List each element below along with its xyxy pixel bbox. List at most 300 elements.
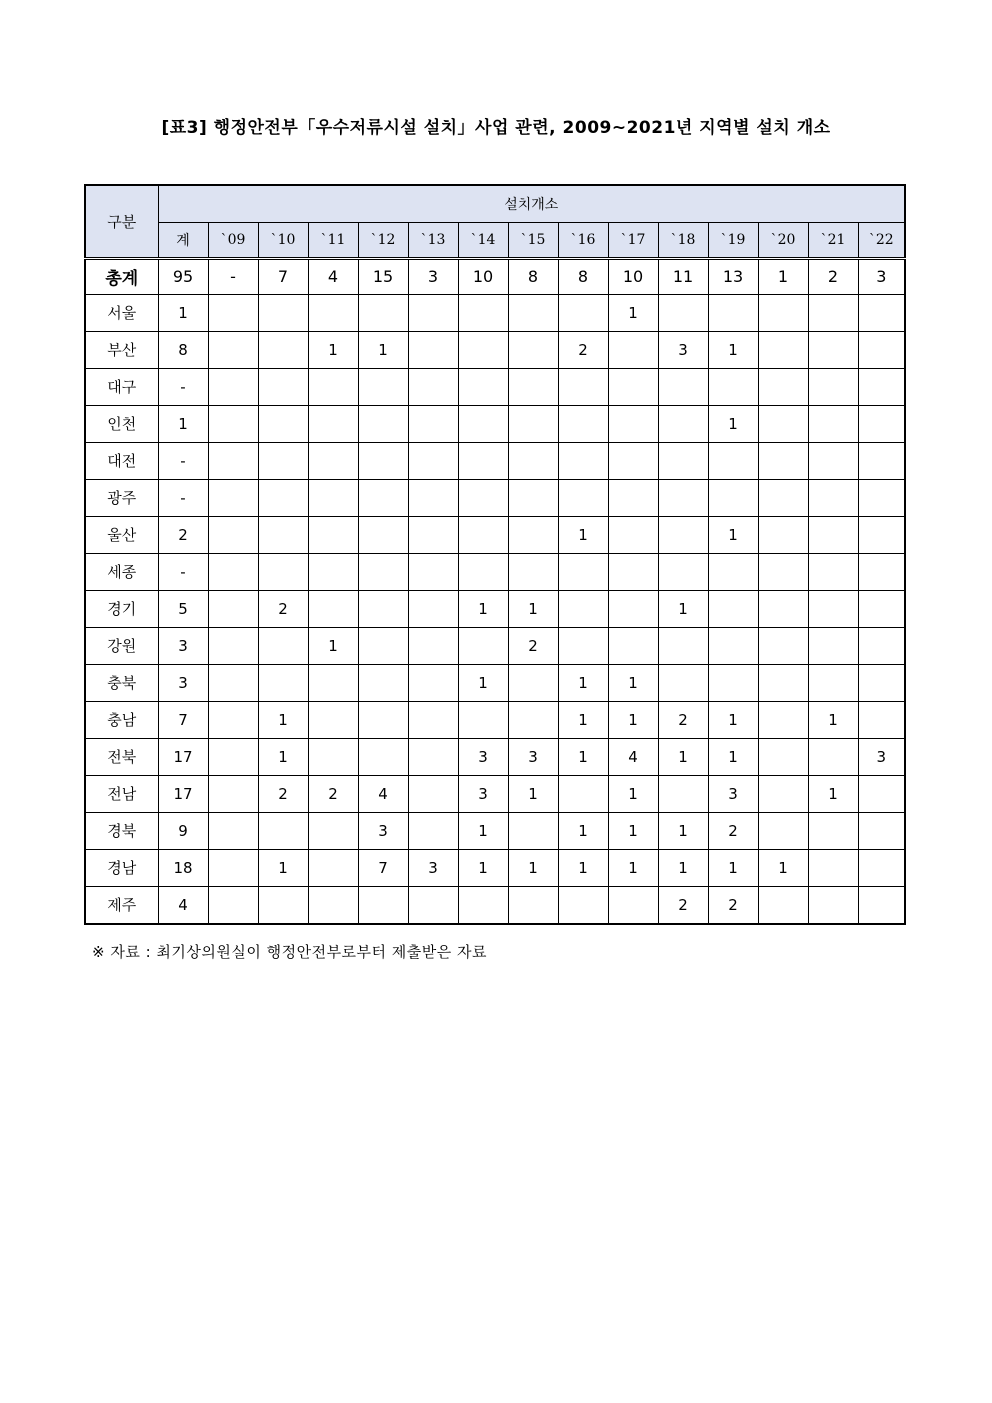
table-cell: 7 xyxy=(358,849,408,886)
table-cell: 3 xyxy=(408,258,458,294)
table-cell xyxy=(858,516,905,553)
header-category: 구분 xyxy=(85,185,158,258)
table-cell xyxy=(308,405,358,442)
table-cell xyxy=(208,886,258,924)
table-cell xyxy=(808,738,858,775)
table-cell xyxy=(658,442,708,479)
table-cell xyxy=(508,812,558,849)
table-cell xyxy=(408,886,458,924)
table-row xyxy=(85,627,905,664)
table-cell: 1 xyxy=(158,294,208,331)
source-note: ※ 자료 : 최기상의원실이 행정안전부로부터 제출받은 자료 xyxy=(92,943,488,961)
table-cell: 1 xyxy=(458,664,508,701)
table-cell xyxy=(308,553,358,590)
table-cell xyxy=(508,516,558,553)
table-cell: 1 xyxy=(708,516,758,553)
table-cell: 1 xyxy=(708,849,758,886)
table-cell xyxy=(208,812,258,849)
table-cell: 1 xyxy=(258,738,308,775)
table-cell xyxy=(808,516,858,553)
table-cell: 1 xyxy=(508,590,558,627)
table-cell xyxy=(208,664,258,701)
table-cell: 1 xyxy=(658,849,708,886)
row-label: 강원 xyxy=(85,627,158,664)
table-cell: 1 xyxy=(358,331,408,368)
table-cell xyxy=(858,701,905,738)
table-cell xyxy=(758,886,808,924)
table-cell xyxy=(408,664,458,701)
table-cell xyxy=(658,664,708,701)
table-cell xyxy=(708,664,758,701)
table-cell xyxy=(558,590,608,627)
header-year: `19 xyxy=(708,222,758,258)
row-label: 대전 xyxy=(85,442,158,479)
table-cell: 1 xyxy=(608,294,658,331)
table-cell xyxy=(808,590,858,627)
table-cell xyxy=(658,775,708,812)
table-cell: 3 xyxy=(458,775,508,812)
table-cell xyxy=(408,701,458,738)
header-year: `20 xyxy=(758,222,808,258)
table-row xyxy=(85,331,905,368)
table-cell: 1 xyxy=(708,738,758,775)
table-cell: 3 xyxy=(658,331,708,368)
table-cell xyxy=(608,627,658,664)
table-cell xyxy=(258,442,308,479)
table-cell: 1 xyxy=(608,812,658,849)
row-label: 전북 xyxy=(85,738,158,775)
table-cell xyxy=(808,368,858,405)
table-cell: 15 xyxy=(358,258,408,294)
header-year: `13 xyxy=(408,222,458,258)
table-cell xyxy=(208,701,258,738)
table-cell xyxy=(208,775,258,812)
header-year: `14 xyxy=(458,222,508,258)
table-cell xyxy=(208,738,258,775)
table-cell xyxy=(208,479,258,516)
table-cell xyxy=(608,368,658,405)
table-row xyxy=(85,553,905,590)
table-cell xyxy=(308,664,358,701)
table-cell xyxy=(208,405,258,442)
table-cell xyxy=(758,294,808,331)
row-label: 경남 xyxy=(85,849,158,886)
table-cell xyxy=(708,479,758,516)
table-cell xyxy=(358,701,408,738)
table-row xyxy=(85,479,905,516)
table-cell: 1 xyxy=(608,849,658,886)
table-cell: 2 xyxy=(508,627,558,664)
table-cell xyxy=(258,886,308,924)
table-cell xyxy=(458,442,508,479)
table-cell xyxy=(408,516,458,553)
table-cell xyxy=(858,590,905,627)
table-cell xyxy=(858,812,905,849)
header-year: `11 xyxy=(308,222,358,258)
header-year: `17 xyxy=(608,222,658,258)
table-cell: 3 xyxy=(708,775,758,812)
table-cell xyxy=(458,368,508,405)
table-cell xyxy=(258,553,308,590)
header-year: `10 xyxy=(258,222,308,258)
table-cell xyxy=(758,553,808,590)
table-cell xyxy=(758,442,808,479)
row-label: 서울 xyxy=(85,294,158,331)
table-cell: 1 xyxy=(458,812,508,849)
table-cell xyxy=(308,849,358,886)
table-cell: 3 xyxy=(458,738,508,775)
table-cell: 1 xyxy=(608,701,658,738)
table-cell xyxy=(808,627,858,664)
table-cell: 1 xyxy=(558,849,608,886)
table-cell: 1 xyxy=(558,516,608,553)
table-cell xyxy=(358,664,408,701)
table-cell: 4 xyxy=(608,738,658,775)
table-cell xyxy=(308,442,358,479)
table-cell: 1 xyxy=(458,849,508,886)
table-cell xyxy=(358,590,408,627)
table-cell xyxy=(858,775,905,812)
table-cell xyxy=(408,590,458,627)
row-label: 경북 xyxy=(85,812,158,849)
table-cell: 1 xyxy=(308,331,358,368)
table-cell xyxy=(208,553,258,590)
table-cell xyxy=(408,368,458,405)
table-cell: 3 xyxy=(858,738,905,775)
table-cell xyxy=(358,627,408,664)
table-cell xyxy=(608,516,658,553)
table-cell xyxy=(758,405,808,442)
table-cell: 3 xyxy=(858,258,905,294)
table-cell: 8 xyxy=(558,258,608,294)
table-row xyxy=(85,886,905,924)
table-cell xyxy=(758,479,808,516)
table-cell: 2 xyxy=(308,775,358,812)
table-cell xyxy=(608,479,658,516)
table-cell xyxy=(708,368,758,405)
header-year: `12 xyxy=(358,222,408,258)
table-cell xyxy=(308,590,358,627)
table-cell: 18 xyxy=(158,849,208,886)
table-cell xyxy=(558,368,608,405)
table-cell xyxy=(208,516,258,553)
table-cell xyxy=(858,553,905,590)
table-cell xyxy=(358,516,408,553)
table-cell xyxy=(658,368,708,405)
table-cell xyxy=(458,479,508,516)
row-label: 충북 xyxy=(85,664,158,701)
table-row xyxy=(85,812,905,849)
table-cell xyxy=(258,516,308,553)
table-cell: 1 xyxy=(458,590,508,627)
table-cell xyxy=(558,775,608,812)
table-cell xyxy=(308,738,358,775)
table-cell xyxy=(408,553,458,590)
table-cell xyxy=(858,627,905,664)
table-cell xyxy=(208,294,258,331)
table-cell xyxy=(858,886,905,924)
table-cell xyxy=(208,331,258,368)
header-year: `21 xyxy=(808,222,858,258)
table-cell xyxy=(608,886,658,924)
table-cell xyxy=(508,294,558,331)
table-cell xyxy=(558,553,608,590)
table-cell: 10 xyxy=(608,258,658,294)
table-cell: 1 xyxy=(558,812,608,849)
table-cell xyxy=(308,294,358,331)
table-cell xyxy=(708,627,758,664)
table-cell xyxy=(858,664,905,701)
table-cell xyxy=(658,627,708,664)
table-cell xyxy=(258,294,308,331)
table-row xyxy=(85,442,905,479)
table-cell: 5 xyxy=(158,590,208,627)
table-cell xyxy=(258,405,308,442)
table-row xyxy=(85,405,905,442)
table-cell: 9 xyxy=(158,812,208,849)
table-cell xyxy=(308,812,358,849)
table-cell xyxy=(258,479,308,516)
table-cell xyxy=(608,405,658,442)
table-cell: 4 xyxy=(358,775,408,812)
table-cell xyxy=(408,331,458,368)
table-cell xyxy=(358,553,408,590)
table-cell: 1 xyxy=(658,812,708,849)
table-cell xyxy=(658,553,708,590)
table-cell xyxy=(458,331,508,368)
table-cell: 7 xyxy=(258,258,308,294)
table-cell xyxy=(708,294,758,331)
header-year: `15 xyxy=(508,222,558,258)
table-cell xyxy=(758,590,808,627)
header-year: `22 xyxy=(858,222,905,258)
table-cell: 1 xyxy=(258,849,308,886)
table-cell: 1 xyxy=(308,627,358,664)
table-row xyxy=(85,664,905,701)
table-cell xyxy=(358,479,408,516)
table-cell: 1 xyxy=(658,738,708,775)
table-cell: 1 xyxy=(758,849,808,886)
table-cell xyxy=(458,294,508,331)
table-cell xyxy=(808,405,858,442)
table-cell xyxy=(308,479,358,516)
table-cell xyxy=(508,553,558,590)
table-cell xyxy=(408,812,458,849)
table-cell xyxy=(258,368,308,405)
table-cell: 8 xyxy=(158,331,208,368)
table-row xyxy=(85,738,905,775)
row-label: 충남 xyxy=(85,701,158,738)
table-cell: 3 xyxy=(158,627,208,664)
table-cell: 4 xyxy=(308,258,358,294)
table-cell: 95 xyxy=(158,258,208,294)
table-cell xyxy=(708,590,758,627)
table-cell xyxy=(758,516,808,553)
table-cell xyxy=(558,627,608,664)
table-cell xyxy=(508,442,558,479)
table-cell xyxy=(758,331,808,368)
table-cell xyxy=(808,849,858,886)
table-cell xyxy=(458,553,508,590)
row-label: 대구 xyxy=(85,368,158,405)
table-cell xyxy=(508,664,558,701)
row-label: 인천 xyxy=(85,405,158,442)
table-cell xyxy=(658,405,708,442)
table-cell: 1 xyxy=(558,701,608,738)
table-cell xyxy=(508,331,558,368)
row-label: 광주 xyxy=(85,479,158,516)
row-label: 제주 xyxy=(85,886,158,924)
table-cell: 8 xyxy=(508,258,558,294)
table-cell xyxy=(808,331,858,368)
table-cell: 1 xyxy=(808,775,858,812)
table-cell xyxy=(258,627,308,664)
table-cell xyxy=(658,479,708,516)
table-cell xyxy=(208,368,258,405)
table-cell: 13 xyxy=(708,258,758,294)
table-cell xyxy=(808,479,858,516)
table-cell xyxy=(858,442,905,479)
table-cell xyxy=(308,368,358,405)
table-row xyxy=(85,775,905,812)
header-group: 설치개소 xyxy=(158,185,905,222)
table-cell xyxy=(458,701,508,738)
table-cell: 1 xyxy=(708,405,758,442)
table-cell xyxy=(358,738,408,775)
table-cell: 3 xyxy=(508,738,558,775)
table-cell xyxy=(508,368,558,405)
table-cell: - xyxy=(158,442,208,479)
table-cell xyxy=(408,479,458,516)
table-cell xyxy=(858,368,905,405)
table-cell: 3 xyxy=(358,812,408,849)
table-cell xyxy=(808,812,858,849)
table-cell xyxy=(408,442,458,479)
row-label: 경기 xyxy=(85,590,158,627)
table-cell xyxy=(858,479,905,516)
table-cell xyxy=(458,405,508,442)
table-cell xyxy=(708,442,758,479)
table-cell xyxy=(308,886,358,924)
table-cell: 1 xyxy=(158,405,208,442)
row-label: 부산 xyxy=(85,331,158,368)
table-cell xyxy=(658,294,708,331)
row-label: 울산 xyxy=(85,516,158,553)
table-cell: 1 xyxy=(608,775,658,812)
table-cell: 2 xyxy=(558,331,608,368)
table-cell xyxy=(308,701,358,738)
table-cell xyxy=(758,738,808,775)
table-cell: 3 xyxy=(408,849,458,886)
table-cell xyxy=(558,886,608,924)
table-cell xyxy=(608,331,658,368)
table-cell xyxy=(608,553,658,590)
table-cell xyxy=(558,294,608,331)
table-row xyxy=(85,368,905,405)
table-cell xyxy=(358,886,408,924)
row-label: 총계 xyxy=(85,258,158,294)
table-cell xyxy=(208,590,258,627)
table-cell: 2 xyxy=(258,590,308,627)
table-cell xyxy=(408,294,458,331)
table-cell xyxy=(758,775,808,812)
table-cell xyxy=(808,886,858,924)
header-year: `09 xyxy=(208,222,258,258)
table-cell: 2 xyxy=(708,886,758,924)
table-cell: 3 xyxy=(158,664,208,701)
table-cell xyxy=(758,368,808,405)
header-year: `18 xyxy=(658,222,708,258)
total-row xyxy=(85,258,905,294)
header-row-columns xyxy=(85,222,905,258)
table-cell xyxy=(408,738,458,775)
table-cell xyxy=(508,405,558,442)
table-cell xyxy=(758,664,808,701)
table-cell: 2 xyxy=(658,701,708,738)
table-cell xyxy=(408,405,458,442)
row-label: 전남 xyxy=(85,775,158,812)
table-cell xyxy=(458,627,508,664)
table-cell xyxy=(458,516,508,553)
table-cell xyxy=(758,812,808,849)
table-cell xyxy=(858,331,905,368)
table-row xyxy=(85,590,905,627)
table-cell: 17 xyxy=(158,738,208,775)
table-cell: - xyxy=(158,479,208,516)
table-cell: 1 xyxy=(558,738,608,775)
table-cell xyxy=(808,294,858,331)
table-cell xyxy=(208,627,258,664)
table-cell xyxy=(558,479,608,516)
table-cell: 2 xyxy=(258,775,308,812)
table-cell: 1 xyxy=(508,849,558,886)
table-cell xyxy=(758,701,808,738)
header-row-group xyxy=(85,185,905,222)
table-cell: 11 xyxy=(658,258,708,294)
table-cell xyxy=(358,294,408,331)
table-row xyxy=(85,294,905,331)
table-cell xyxy=(458,886,508,924)
table-cell: 2 xyxy=(708,812,758,849)
table-cell: 1 xyxy=(808,701,858,738)
table-cell xyxy=(358,405,408,442)
table-cell xyxy=(508,479,558,516)
table-cell xyxy=(208,442,258,479)
table-cell xyxy=(808,553,858,590)
table-cell xyxy=(408,775,458,812)
table-cell: - xyxy=(158,368,208,405)
table-row xyxy=(85,516,905,553)
table-cell xyxy=(608,442,658,479)
table-cell: 1 xyxy=(558,664,608,701)
table-cell xyxy=(558,405,608,442)
table-cell xyxy=(658,516,708,553)
table-cell xyxy=(408,627,458,664)
table-cell xyxy=(758,627,808,664)
header-year: `16 xyxy=(558,222,608,258)
table-cell: - xyxy=(208,258,258,294)
table-cell xyxy=(508,886,558,924)
table-row xyxy=(85,849,905,886)
table-title: [표3] 행정안전부「우수저류시설 설치」사업 관련, 2009~2021년 지역별 설치 개소 xyxy=(161,118,831,138)
table-cell: 4 xyxy=(158,886,208,924)
table-row xyxy=(85,701,905,738)
table-cell xyxy=(258,812,308,849)
table-cell xyxy=(858,849,905,886)
table-cell xyxy=(808,664,858,701)
table-cell xyxy=(858,294,905,331)
table-cell xyxy=(808,442,858,479)
